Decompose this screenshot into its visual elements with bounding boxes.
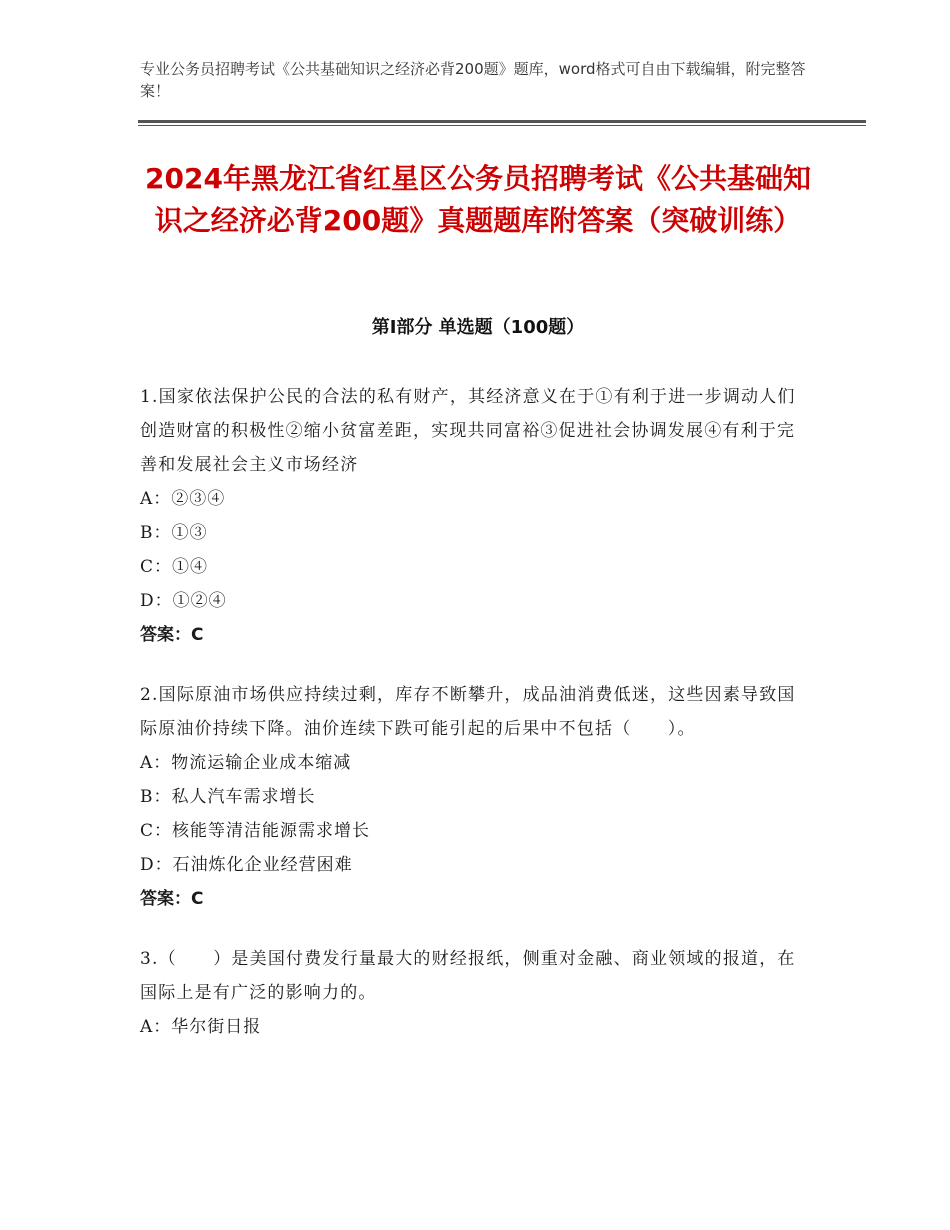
option-a: A：②③④ bbox=[140, 489, 226, 509]
question-stem: 1.国家依法保护公民的合法的私有财产，其经济意义在于①有利于进一步调动人们创造财富的积极性②缩小贫富差距，实现共同富裕③促进社会协调发展④有利于完善和发展社会主义市场经济 bbox=[140, 387, 796, 475]
option-b: B：①③ bbox=[140, 523, 208, 543]
question-2 bbox=[140, 678, 810, 916]
question-list bbox=[140, 380, 810, 1070]
option-a: A：物流运输企业成本缩减 bbox=[140, 753, 352, 773]
option-c: C：核能等清洁能源需求增长 bbox=[140, 821, 371, 841]
option-c: C：①④ bbox=[140, 557, 209, 577]
option-d: D：①②④ bbox=[140, 591, 227, 611]
option-d: D：石油炼化企业经营困难 bbox=[140, 855, 353, 875]
question-1 bbox=[140, 380, 810, 652]
header-divider-thin bbox=[138, 125, 866, 126]
section-title: 第Ⅰ部分 单选题（100题） bbox=[371, 317, 585, 338]
answer: 答案：C bbox=[140, 889, 204, 909]
document-title: 2024年黑龙江省红星区公务员招聘考试《公共基础知识之经济必背200题》真题题库附答案（突破训练） bbox=[145, 162, 811, 237]
header-note: 专业公务员招聘考试《公共基础知识之经济必背200题》题库，word格式可自由下载编辑，附完整答案！ bbox=[140, 60, 806, 100]
question-3 bbox=[140, 942, 810, 1044]
question-stem: 3.（ ）是美国付费发行量最大的财经报纸，侧重对金融、商业领域的报道，在国际上是有广泛的影响力的。 bbox=[140, 949, 796, 1003]
header-divider-thick bbox=[138, 120, 866, 123]
option-a: A：华尔街日报 bbox=[140, 1017, 262, 1037]
answer: 答案：C bbox=[140, 625, 204, 645]
option-b: B：私人汽车需求增长 bbox=[140, 787, 316, 807]
question-stem: 2.国际原油市场供应持续过剩，库存不断攀升，成品油消费低迷，这些因素导致国际原油价持续下降。油价连续下跌可能引起的后果中不包括（ ）。 bbox=[140, 685, 796, 739]
